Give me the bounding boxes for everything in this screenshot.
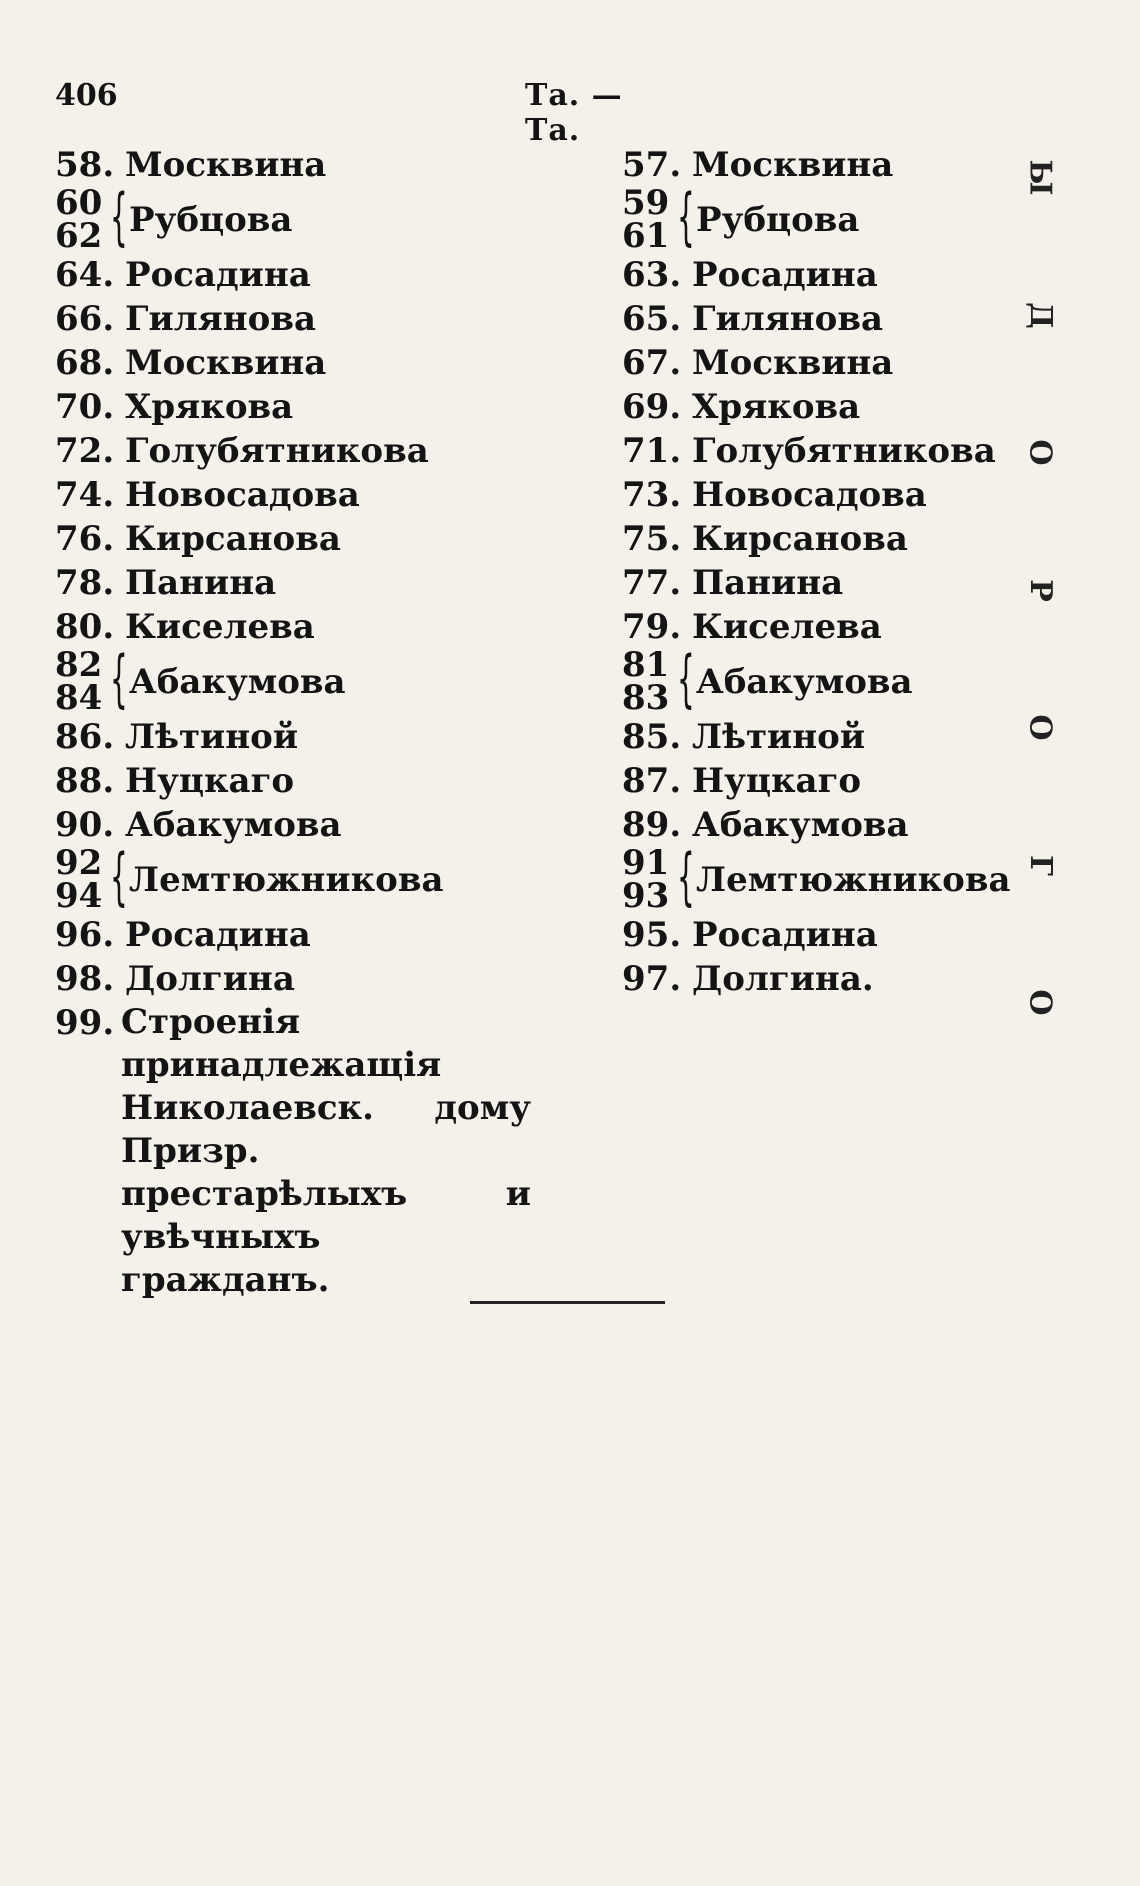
entry [55,957,575,1001]
curly-brace-icon: { [676,840,695,913]
entry-number: 77. [622,563,682,603]
entry-number: 73. [622,475,682,515]
entry-number: 81 [622,645,670,685]
entry-name: Росадина [125,255,311,295]
entry-number-pair [622,645,672,718]
entry-number: 71. [622,431,682,471]
entry-number: 91 [622,843,670,883]
entry-name: Москвина [125,343,327,383]
entry-number: 89. [622,805,682,845]
entry-number: 58. [55,145,115,185]
curly-brace-icon: { [676,180,695,253]
entry [55,385,575,429]
entry [55,429,575,473]
entry-number-pair [55,645,105,718]
entry [622,913,1062,957]
entry [55,913,575,957]
curly-brace-icon: { [109,642,128,715]
entry-number: 64. [55,255,115,295]
entry [622,473,1062,517]
entry-number: 87. [622,761,682,801]
entry [622,297,1062,341]
margin-letter: О [1022,714,1058,741]
margin-letter: Д [1022,301,1058,329]
entry-number: 88. [55,761,115,801]
entry-number: 69. [622,387,682,427]
entry-name: Киселева [692,607,882,647]
left-column [55,143,575,1302]
margin-letter: Ы [1022,159,1058,196]
entry-name: Абакумова [696,662,913,702]
entry-number: 93 [622,876,670,916]
entry [622,429,1062,473]
entry-number: 84 [55,678,103,718]
entry-name: Кирсанова [125,519,341,559]
entry [55,803,575,847]
entry-name: Лѣтиной [692,717,866,757]
entry [622,715,1062,759]
entry-name: Голубятникова [125,431,429,471]
entry-number: 86. [55,717,115,757]
entry-name: Абакумова [125,805,342,845]
entry-number: 94 [55,876,103,916]
entry-name: Москвина [692,343,894,383]
entry [55,715,575,759]
entry-number: 59 [622,183,670,223]
margin-letter: О [1022,439,1058,466]
entry [55,517,575,561]
brace-entry [622,642,1062,718]
entry-number: 96. [55,915,115,955]
entry [55,341,575,385]
entry-number: 76. [55,519,115,559]
entry-number: 99. [55,1003,115,1043]
entry-name: Панина [125,563,277,603]
entry-number-pair [55,183,105,256]
entry-name: Росадина [125,915,311,955]
right-column [622,143,1062,1001]
entry [622,957,1062,1001]
entry-name: Новосадова [692,475,927,515]
curly-brace-icon: { [109,840,128,913]
page-header [55,70,675,148]
entry-number: 68. [55,343,115,383]
entry-number: 82 [55,645,103,685]
entry [55,253,575,297]
entry-number: 67. [622,343,682,383]
entry-name: Долгина. [692,959,874,999]
brace-entry [622,180,1062,256]
entry-name: Рубцова [696,200,860,240]
running-head: Та. — Та. [525,78,623,148]
entry-name: Абакумова [129,662,346,702]
brace-entry [55,642,575,718]
entry [55,473,575,517]
entry-number: 85. [622,717,682,757]
entry-name: Гилянова [125,299,317,339]
entry-number: 92 [55,843,103,883]
entry-name: Долгина [125,959,295,999]
entry-name: Лемтюжникова [129,860,444,900]
entry [55,1001,575,1302]
curly-brace-icon: { [109,180,128,253]
brace-entry [55,840,575,916]
entry [55,297,575,341]
page-number: 406 [55,78,118,113]
entry-name: Лемтюжникова [696,860,1011,900]
entry [55,605,575,649]
entry-name: Лѣтиной [125,717,299,757]
brace-entry [55,180,575,256]
entry-name: Москвина [125,145,327,185]
entry-number: 75. [622,519,682,559]
entry [622,561,1062,605]
brace-entry [622,840,1062,916]
entry-number: 62 [55,216,103,256]
entry-number: 61 [622,216,670,256]
entry-name: Строенія принадлежащія Николаевск. дому Призр. престарѣлыхъ и увѣчныхъ гражданъ. [121,1002,531,1300]
entry-number: 74. [55,475,115,515]
entry-name: Новосадова [125,475,360,515]
curly-brace-icon: { [676,642,695,715]
entry-number: 97. [622,959,682,999]
margin-letter: Г [1022,854,1058,876]
entry-name: Панина [692,563,844,603]
margin-vertical-letters [1010,160,1070,1020]
entry-number-pair [55,843,105,916]
entry-name: Нуцкаго [125,761,295,801]
entry-number: 60 [55,183,103,223]
entry-number: 80. [55,607,115,647]
entry-name: Москвина [692,145,894,185]
entry-name: Абакумова [692,805,909,845]
entry [622,517,1062,561]
entry-name: Киселева [125,607,315,647]
entry-number: 78. [55,563,115,603]
entry-number: 63. [622,255,682,295]
entry [622,759,1062,803]
entry [622,385,1062,429]
margin-letter: Р [1022,578,1058,602]
entry-number: 57. [622,145,682,185]
entry-number-pair [622,183,672,256]
entry-number: 95. [622,915,682,955]
entry [622,253,1062,297]
entry-number: 72. [55,431,115,471]
entry-number-pair [622,843,672,916]
entry [55,143,575,187]
entry [622,341,1062,385]
entry-name: Гилянова [692,299,884,339]
entry-number: 83 [622,678,670,718]
entry-name: Нуцкаго [692,761,862,801]
entry-number: 90. [55,805,115,845]
entry-number: 79. [622,607,682,647]
section-end-rule [470,1301,665,1304]
entry-name: Рубцова [129,200,293,240]
entry-number: 65. [622,299,682,339]
entry-name: Кирсанова [692,519,908,559]
entry [55,759,575,803]
entry-name: Хрякова [692,387,861,427]
entry-number: 70. [55,387,115,427]
entry [55,561,575,605]
entry-number: 66. [55,299,115,339]
entry-name: Голубятникова [692,431,996,471]
entry-name: Росадина [692,915,878,955]
entry-name: Росадина [692,255,878,295]
entry-name: Хрякова [125,387,294,427]
entry-number: 98. [55,959,115,999]
margin-letter: О [1022,989,1058,1016]
